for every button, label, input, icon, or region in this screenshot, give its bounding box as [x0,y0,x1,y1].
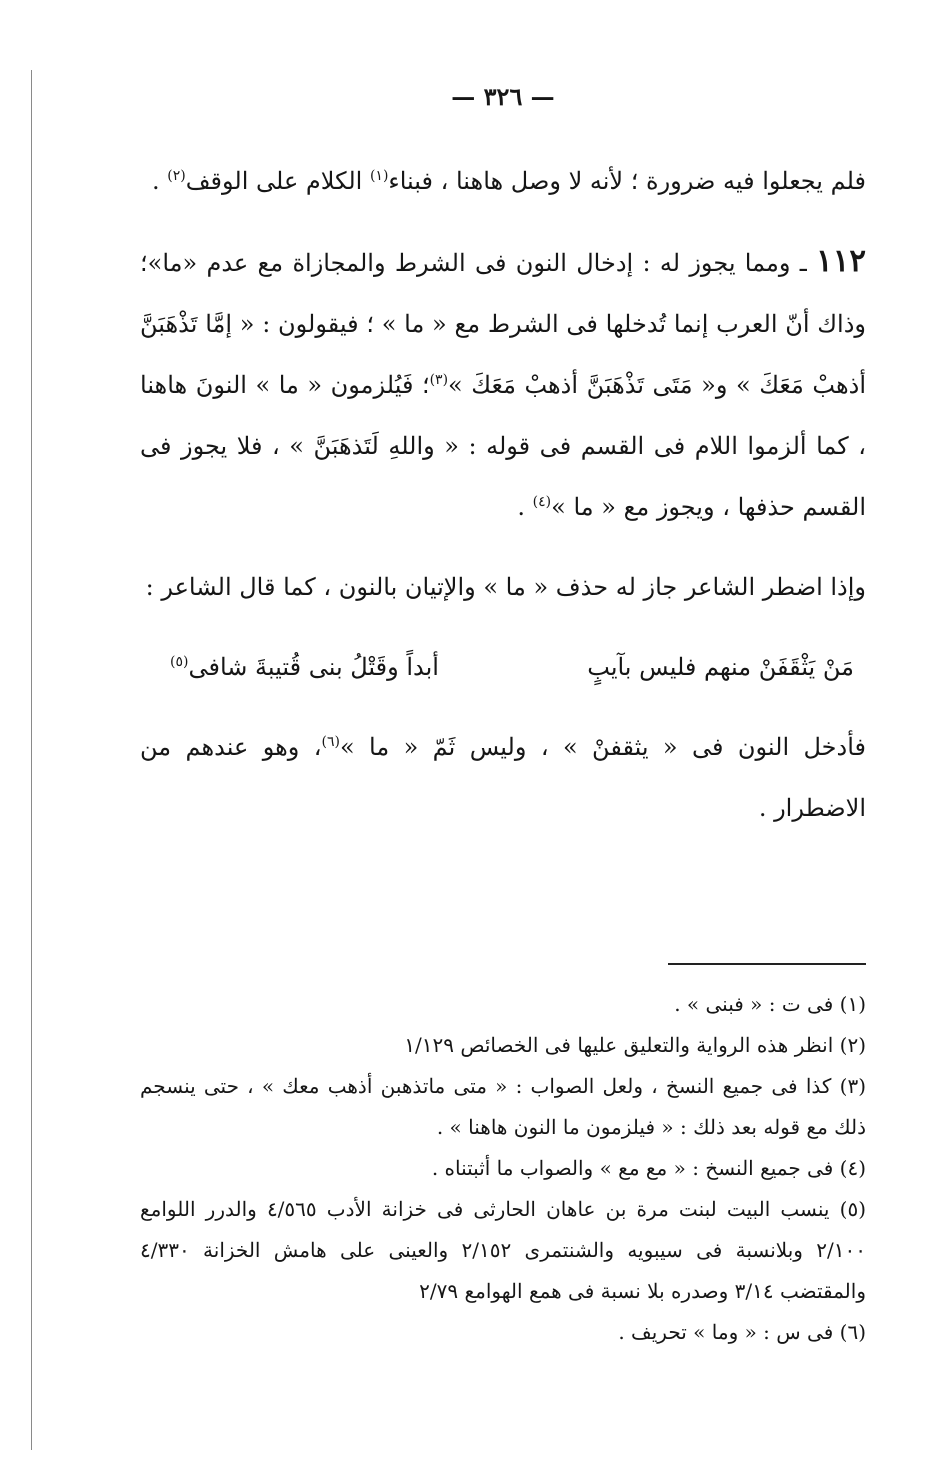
paragraph-text: ـ ومما يجوز له : إدخال النون فى الشرط والمجازاة مع عدم «ما»؛ وذاك أنّ العرب إنما تُدخلها فى الشرط مع « ما » ؛ فيقولون : « إمَّا تَذْهَبَنَّ أذهبْ مَعَكَ » و« مَتَى تَذْهَبَنَّ أذهبْ مَعَكَ » [140,249,866,399]
footnote-ref: (٤) [532,494,552,510]
paragraph-1 [140,151,866,212]
footnote-ref: (٢) [167,168,186,184]
footnote-1: (١) فى ت : « فبنى » . [674,992,866,1016]
scan-page-edge [31,70,32,1450]
paragraph-text: . [151,167,168,195]
footnote-3: (٣) كذا فى جميع النسخ ، ولعل الصواب : « متى ماتذهبن أذهب معك » ، حتى ينسجم ذلك مع قوله بعد ذلك : « فيلزمون ما النون هاهنا » . [140,1074,866,1139]
footnote-5: (٥) ينسب البيت لبنت مرة بن عاهان الحارثى فى خزانة الأدب ٤/٥٦٥ والدرر اللوامع ٢/١٠٠ وبلانسبة فى سيبويه والشنتمرى ٢/١٥٢ والعينى على هامش الخزانة ٤/٣٣٠ والمقتضب ٣/١٤ وصدره بلا نسبة فى همع الهوامع ٢/٧٩ [140,1197,866,1303]
paragraph-text: وإذا اضطر الشاعر جاز له حذف « ما » والإتيان بالنون ، كما قال الشاعر : [145,573,866,601]
section-number: ١١٢ [816,243,866,279]
footnote-ref: (٣) [429,372,449,388]
footnote-4: (٤) فى جميع النسخ : « مع مع » والصواب ما أثبتناه . [431,1156,866,1180]
footnote-separator [668,963,866,965]
paragraph-text: الكلام على الوقف [185,167,370,195]
footnote-ref: (٦) [321,734,340,750]
verse-first-hemistich: مَنْ يَثْقَفَنْ منهم فليس بآيبٍ [587,653,854,681]
paragraph-4 [140,717,866,839]
footnote-6: (٦) فى س : « وما » تحريف . [618,1320,866,1344]
paragraph-text: فلم يجعلوا فيه ضرورة ؛ لأنه لا وصل هاهنا ، فبناء [388,167,866,195]
paragraph-3 [140,557,866,618]
footnotes [140,984,866,1353]
page-number: — ٣٢٦ — [451,82,555,111]
footnote-ref: (١) [369,168,389,184]
footnote-2: (٢) انظر هذه الرواية والتعليق عليها فى الخصائص ١/١٢٩ [404,1033,866,1057]
footnote-ref: (٥) [170,654,189,670]
paragraph-text: ؛ فَيُلزمون « ما » النونَ هاهنا ، كما ألزموا اللام فى القسم فى قوله : « واللهِ لَتَذهَبَنَّ » ، فلا يجوز فى القسم حذفها ، ويجوز مع « ما » [140,371,866,521]
paragraph-2 [140,231,866,538]
paragraph-text: . [517,493,533,521]
verse-second-hemistich [170,637,439,698]
poetry-verse [170,637,854,698]
paragraph-text: ، وهو عندهم من الاضطرار . [140,733,866,822]
verse-text: أبداً وقَتْلُ بنى قُتيبةَ شافى [188,653,439,681]
paragraph-text: فأدخل النون فى « يثقفنْ » ، وليس ثَمّ « ما » [339,733,866,761]
